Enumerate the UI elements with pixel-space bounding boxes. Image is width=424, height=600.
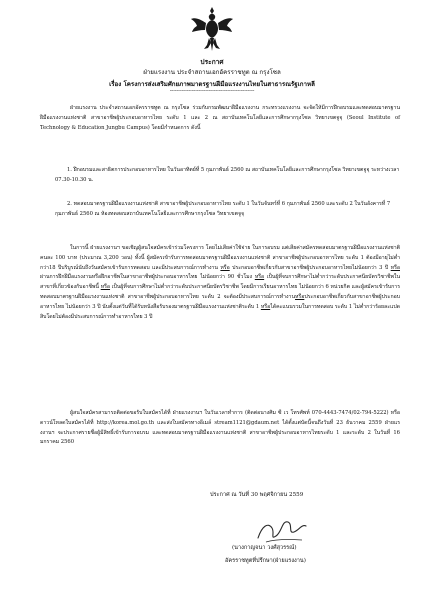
eligibility-text: ประกอบอาชีพเกี่ยวกับสาขาอาชีพผู้ประกอบอาหารไทยไม่น้อยกว่า 3 ปี bbox=[229, 264, 391, 271]
eligibility-text: ในการนี้ ฝ่ายแรงงานฯ ขอเชิญผู้สนใจสมัครเข้าร่วมโครงการ โดยไม่เสียค่าใช้จ่าย ในการอบรม แต่เสียค่าสมัครทดสอบมาตรฐานฝีมือแรงงานแห่งชาติ คนละ 100 บาท (ประมาณ 3,200 วอน) ทั้งนี้ ผู้สมัครเข้ารับการทดสอบมาตรฐานฝีมือแรงงานแห่งชาติ สาขาอาชีพผู้ประกอบอาหารไทย ระดับ 1 ต้องมีอายุไม่ต่ำกว่า18 ปีบริบูรณ์นับถึงวันสมัครเข้ารับการทดสอบ และมีประสบการณ์การทำงาน bbox=[40, 245, 400, 271]
schedule-item-2: 2. ทดสอบมาตรฐานฝีมือแรงงานแห่งชาติ สาขาอาชีพผู้ประกอบอาหารไทย ระดับ 1 ในวันจันทร์ที่ 6 กุมภาพันธ์ 2560 และระดับ 2 ในวันอังคารที่ 7 กุมภาพันธ์ 2560 ณ ห้องทดสอบสถาบันเทคโนโลยีและการศึกษากรุงโซล วิทยาเขตจูจุ bbox=[55, 201, 391, 217]
eligibility-text: เป็นผู้ที่จบการศึกษาไม่ต่ำกว่าระดับประกาศนียบัตรวิชาชีพ โดยมีการเรียนอาหารไทย ไม่น้อยกว่า 6 หน่วยกิต และผู้สมัครเข้ารับการทดสอบมาตรฐานฝีมือแรงงานแห่งชาติ สาขาอาชีพผู้ประกอบอาหารไทย ระดับ 2 จะต้องมีประสบการณ์การทำงาน bbox=[40, 284, 401, 300]
or-underlined: หรือ bbox=[220, 264, 230, 271]
divider-line: -------------------------------------------------- bbox=[169, 88, 255, 94]
eligibility-text: ผ่านการฝึกฝีมือแรงงานหรือฝึกอาชีพในสาขาอาชีพผู้ประกอบอาหารไทย ไม่น้อยกว่า 90 ชั่วโมง bbox=[40, 274, 255, 281]
or-underlined: หรือ bbox=[295, 293, 305, 300]
signer-position: อัครราชทูตที่ปรึกษา(ฝ่ายแรงงาน) bbox=[225, 558, 306, 564]
eligibility-text: ประกอบอาชีพเกี่ยวกับสาขาอาชีพผู้ประกอบอาหารไทย ไม่น้อยกว่า 3 ปี นับตั้งแต่วันที่ได้รับหนังสือรับรองมาตรฐานฝีมือแรงงานแห่งชาติระดับ 1 bbox=[40, 293, 400, 310]
or-underlined: หรือ bbox=[100, 284, 111, 291]
signer-name: (นางกาญจนา วงศ์สุวรรณ์) bbox=[232, 545, 297, 551]
organization-name: ฝ่ายแรงงาน ประจำสถานเอกอัครราชทูต ณ กรุงโซล bbox=[143, 69, 281, 76]
or-underlined: หรือ bbox=[390, 264, 400, 271]
announcement-subject: เรื่อง โครงการส่งเสริมศักยภาพมาตรฐานฝีมือแรงงานไทยในสาธารณรัฐเกาหลี bbox=[109, 81, 315, 88]
garuda-emblem-icon bbox=[190, 5, 234, 53]
schedule-item-1: 1. ฝึกอบรมและสาธิตการประกอบอาหารไทย ในวันอาทิตย์ที่ 5 กุมภาพันธ์ 2560 ณ สถาบันเทคโนโลยีและการศึกษากรุงโซล วิทยาเขตจูจุ ระหว่างเวลา 07.30-10.30 น. bbox=[55, 167, 400, 183]
or-underlined: หรือ bbox=[260, 303, 271, 310]
eligibility-text: เป็นผู้ที่จบการศึกษาไม่ต่ำกว่าระดับประกาศนียบัตรวิชาชีพในสาขาที่เกี่ยวข้องกับอาชีพนี้ bbox=[40, 274, 400, 291]
application-paragraph: ผู้สนใจสมัครสามารถติดต่อขอรับใบสมัครได้ที่ ฝ่ายแรงงานฯ ในวันเวลาทำการ (ติดต่อนางศิม ซี เว โทรศัพท์ 070-4443-7474/02-794-5222) หรือดาวน์โหลดใบสมัครได้ที่ http://korea.mol.go.th และส่งใบสมัครทางอีเมล์ stream1121@gdaum.net ได้ตั้งแต่บัดนี้จนถึงวันที่ 23 ธันวาคม 2559 ฝ่ายแรงงานฯ จะประกาศรายชื่อผู้มีสิทธิ์เข้ารับการอบรม และทดสอบมาตรฐานฝีมือแรงงานแห่งชาติ สาขาอาชีพผู้ประกอบอาหารไทยระดับ 1 และระดับ 2 ในวันที่ 16 มกราคม 2560 bbox=[40, 410, 400, 446]
or-underlined: หรือ bbox=[254, 274, 265, 281]
eligibility-text: ได้คะแนนรวมในการทดสอบ ระดับ 1 ไม่ต่ำกว่าร้อยละแปดสิบโดยไม่ต้องมีประสบการณ์การทำอาหารไทย 3 ปี bbox=[40, 303, 400, 320]
intro-paragraph: ฝ่ายแรงงาน ประจำสถานเอกอัครราชทูต ณ กรุงโซล ร่วมกับกรมพัฒนาฝีมือแรงงาน กระทรวงแรงงาน จะจัดให้มีการฝึกอบรมและทดสอบมาตรฐานฝีมือแรงงานแห่งชาติ สาขาอาชีพผู้ประกอบอาหารไทย ระดับ 1 และ 2 ณ สถาบันเทคโนโลยีและการศึกษากรุงโซล วิทยาเขตจูจุ (Seoul Institute of Technology & Education Jungbu Campus) โดยมีกำหนดการ ดังนี้ bbox=[40, 105, 400, 131]
eligibility-paragraph bbox=[40, 244, 400, 322]
signature-image bbox=[252, 508, 312, 548]
announcement-date: ประกาศ ณ วันที่ 30 พฤศจิกายน 2559 bbox=[210, 492, 304, 498]
announcement-title: ประกาศ bbox=[200, 58, 224, 66]
